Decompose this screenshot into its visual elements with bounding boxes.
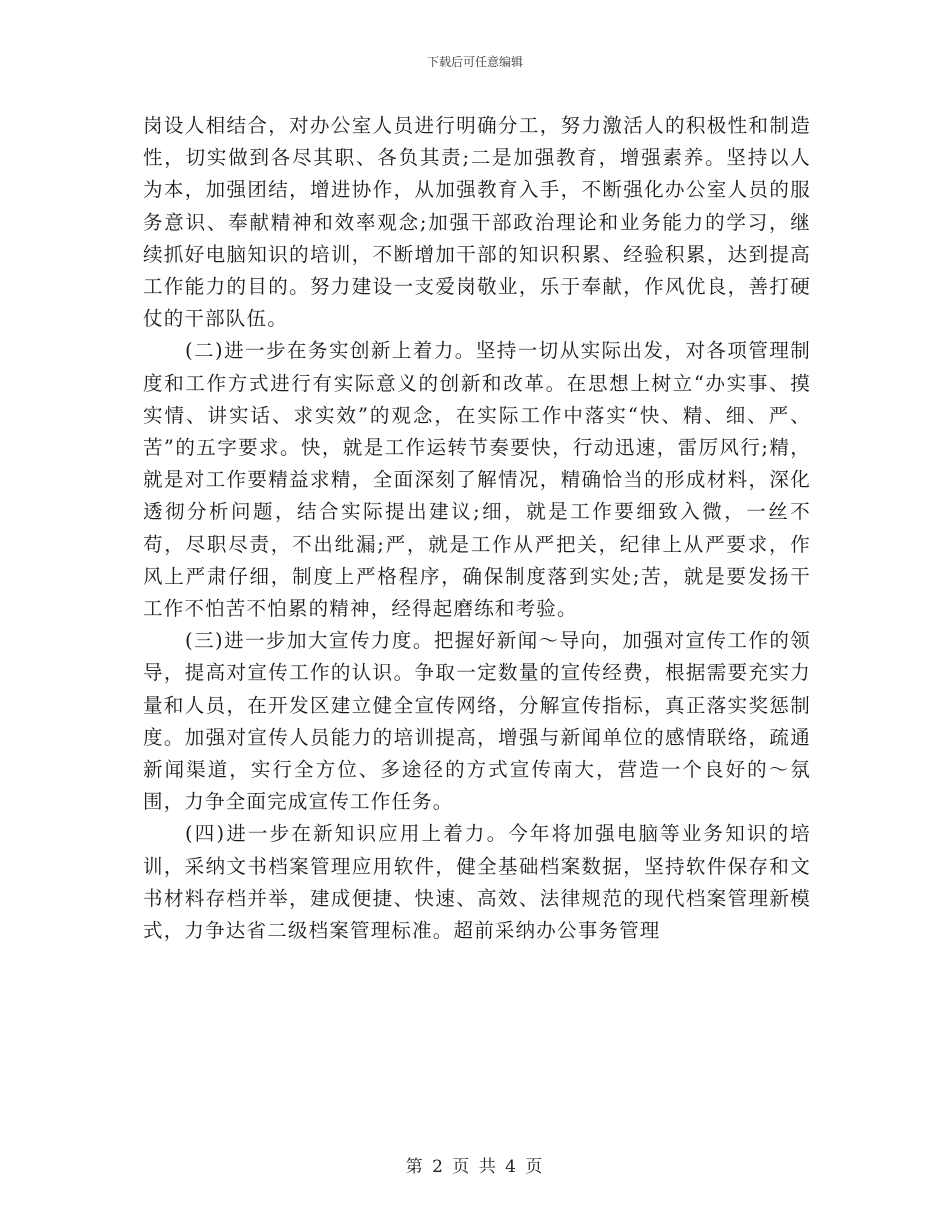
paragraph-section-3: (三)进一步加大宣传力度。把握好新闻～导向，加强对宣传工作的领导，提高对宣传工作的认识。争取一定数量的宣传经费，根据需要充实力量和人员，在开发区建立健全宣传网络，分解宣传指标，真正落实奖惩制度。加强对宣传人员能力的培训提高，增强与新闻单位的感情联络，疏通新闻渠道，实行全方位、多途径的方式宣传南大，营造一个良好的～氛围，力争全面完成宣传工作任务。 [143, 629, 811, 814]
paragraph-section-4: (四)进一步在新知识应用上着力。今年将加强电脑等业务知识的培训，采纳文书档案管理应用软件，健全基础档案数据，坚持软件保存和文书材料存档并举，建成便捷、快速、高效、法律规范的现代档案管理新模式，力争达省二级档案管理标准。超前采纳办公事务管理 [143, 822, 811, 943]
document-body [143, 110, 811, 947]
paragraph-section-2: (二)进一步在务实创新上着力。坚持一切从实际出发，对各项管理制度和工作方式进行有实际意义的创新和改革。在思想上树立“办实事、摸实情、讲实话、求实效”的观念，在实际工作中落实“快、精、细、严、苦”的五字要求。快，就是工作运转节奏要快，行动迅速，雷厉风行;精，就是对工作要精益求精，全面深刻了解情况，精确恰当的形成材料，深化透彻分析问题，结合实际提出建议;细，就是工作要细致入微，一丝不苟，尽职尽责，不出纰漏;严，就是工作从严把关，纪律上从严要求，作风上严肃仔细，制度上严格程序，确保制度落到实处;苦，就是要发扬干工作不怕苦不怕累的精神，经得起磨练和考验。 [143, 339, 811, 621]
paragraph-continued: 岗设人相结合，对办公室人员进行明确分工，努力激活人的积极性和制造性，切实做到各尽其职、各负其责;二是加强教育，增强素养。坚持以人为本，加强团结，增进协作，从加强教育入手，不断强化办公室人员的服务意识、奉献精神和效率观念;加强干部政治理论和业务能力的学习，继续抓好电脑知识的培训，不断增加干部的知识积累、经验积累，达到提高工作能力的目的。努力建设一支爱岗敬业，乐于奉献，作风优良，善打硬仗的干部队伍。 [143, 114, 811, 331]
page-header-note: 下载后可任意编辑 [426, 55, 523, 69]
page-number: 第 2 页 共 4 页 [405, 1157, 545, 1177]
